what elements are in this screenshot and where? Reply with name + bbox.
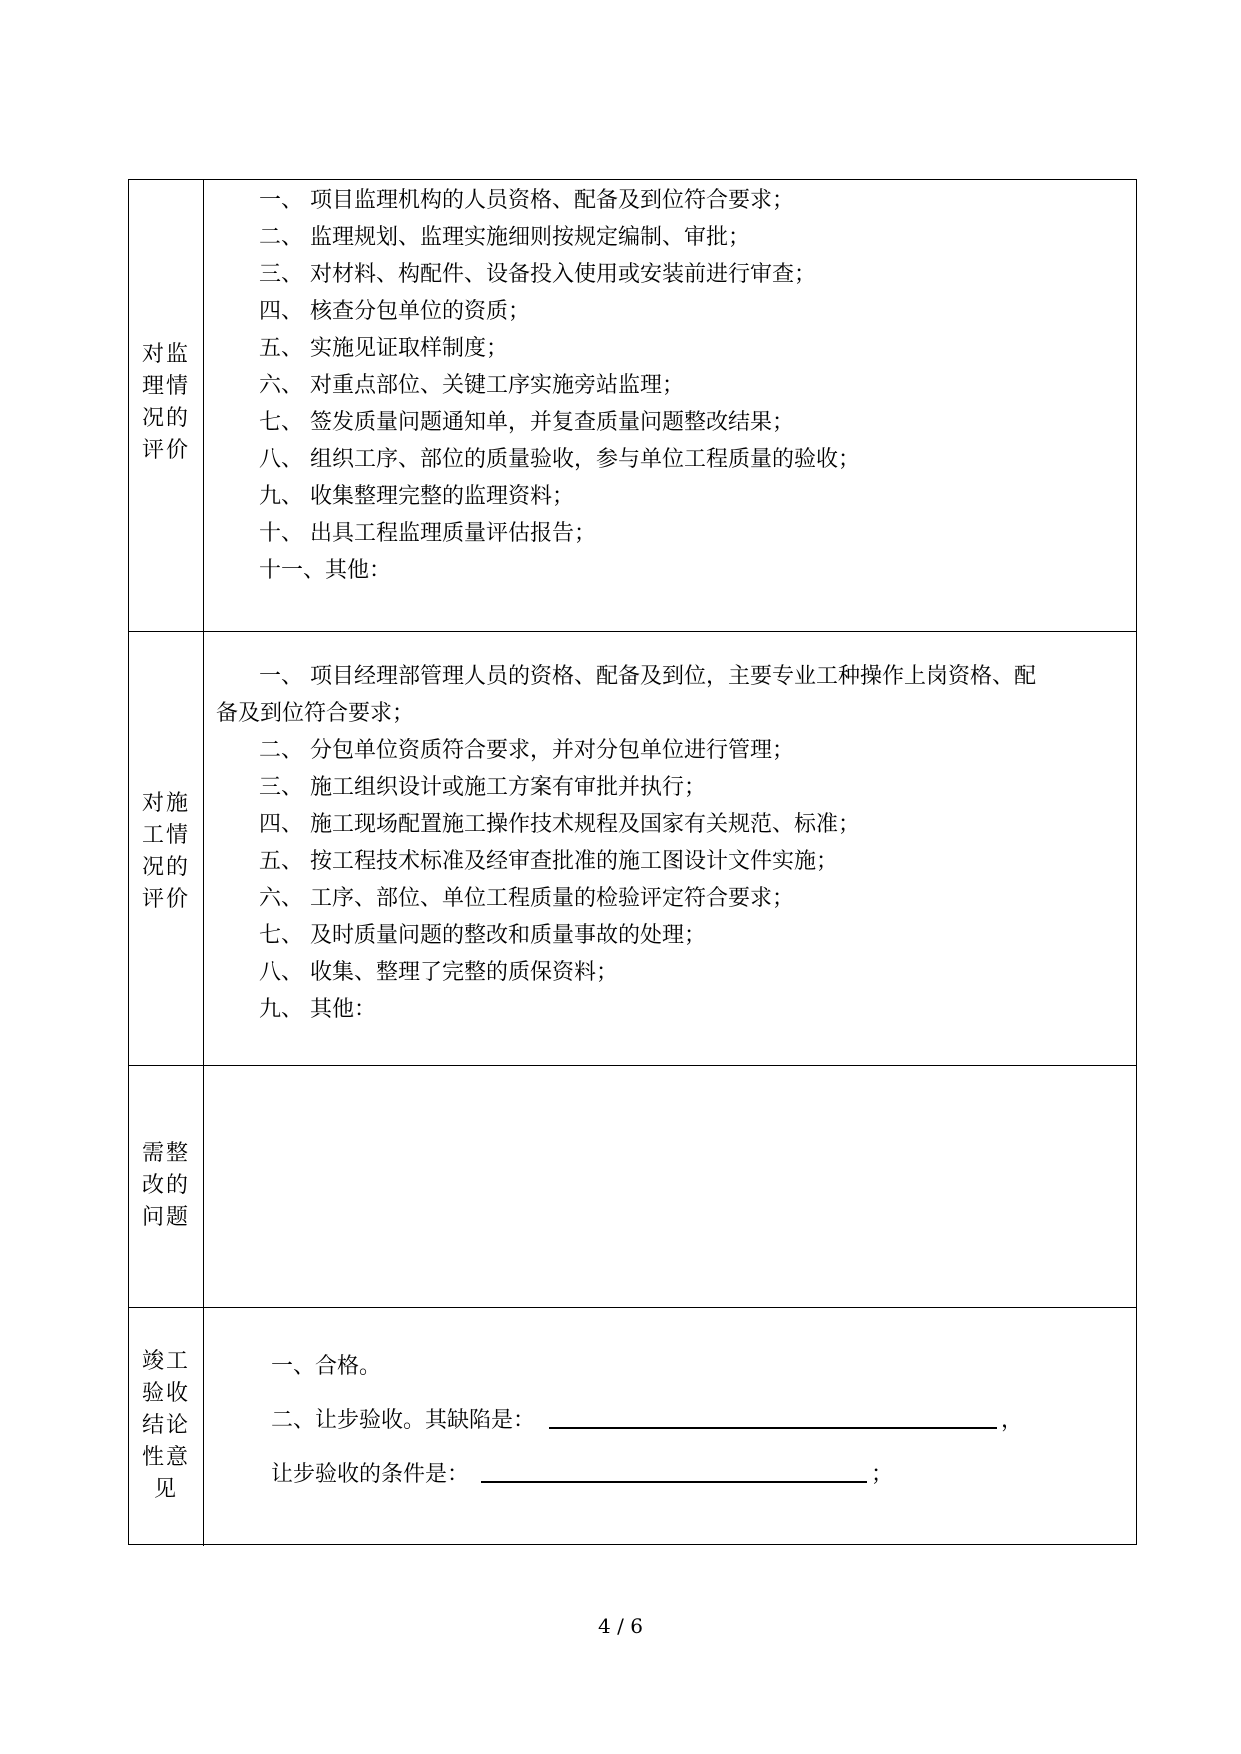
section-label: 竣工验收结论性意见 xyxy=(141,1349,190,1502)
section-conclusion xyxy=(129,1307,1136,1546)
section-label-cell xyxy=(129,180,204,631)
section-label: 需整改的问题 xyxy=(141,1141,190,1230)
section-label: 对施工情况的评价 xyxy=(141,791,190,912)
condition-punctuation: ； xyxy=(871,1462,894,1487)
list-item: 九、 收集整理完整的监理资料； xyxy=(259,484,574,509)
section-content xyxy=(204,180,1136,631)
list-item: 一、 项目监理机构的人员资格、配备及到位符合要求； xyxy=(259,188,794,213)
list-item: 十一、其他： xyxy=(259,558,392,583)
evaluation-form xyxy=(128,179,1137,1545)
list-item: 五、 实施见证取样制度； xyxy=(259,336,508,361)
list-item: 二、 分包单位资质符合要求，并对分包单位进行管理； xyxy=(259,738,794,763)
condition-blank-field[interactable] xyxy=(481,1461,867,1483)
list-item: 一、 项目经理部管理人员的资格、配备及到位，主要专业工种操作上岗资格、配 xyxy=(259,664,1036,689)
list-item: 四、 核查分包单位的资质； xyxy=(259,299,530,324)
list-item: 六、 工序、部位、单位工程质量的检验评定符合要求； xyxy=(259,886,794,911)
list-item: 六、 对重点部位、关键工序实施旁站监理； xyxy=(259,373,684,398)
list-item: 七、 签发质量问题通知单，并复查质量问题整改结果； xyxy=(259,410,794,435)
option-concession-line xyxy=(271,1406,1023,1436)
section-label-cell xyxy=(129,1308,204,1546)
condition-line xyxy=(271,1460,893,1490)
section-label: 对监理情况的评价 xyxy=(141,342,190,463)
list-item: 七、 及时质量问题的整改和质量事故的处理； xyxy=(259,923,706,948)
option-qualified: 一、合格。 xyxy=(271,1354,382,1379)
section-label-cell xyxy=(129,1066,204,1307)
list-item: 五、 按工程技术标准及经审查批准的施工图设计文件实施； xyxy=(259,849,838,874)
section-content xyxy=(204,632,1136,1065)
list-item: 三、 对材料、构配件、设备投入使用或安装前进行审查； xyxy=(259,262,816,287)
section-label-cell xyxy=(129,632,204,1065)
section-supervision xyxy=(129,180,1136,631)
section-rectification xyxy=(129,1065,1136,1307)
option-concession-label: 二、让步验收。其缺陷是： xyxy=(271,1408,536,1433)
defect-blank-field[interactable] xyxy=(549,1407,997,1429)
list-item: 四、 施工现场配置施工操作技术规程及国家有关规范、标准； xyxy=(259,812,860,837)
list-item: 十、 出具工程监理质量评估报告； xyxy=(259,521,596,546)
list-item: 二、 监理规划、监理实施细则按规定编制、审批； xyxy=(259,225,750,250)
list-item: 八、 收集、整理了完整的质保资料； xyxy=(259,960,618,985)
condition-label: 让步验收的条件是： xyxy=(271,1462,470,1487)
section-content xyxy=(204,1308,1136,1546)
defect-punctuation: ， xyxy=(1001,1408,1024,1433)
list-item: 三、 施工组织设计或施工方案有审批并执行； xyxy=(259,775,706,800)
list-item: 备及到位符合要求； xyxy=(216,701,415,726)
list-item: 八、 组织工序、部位的质量验收，参与单位工程质量的验收； xyxy=(259,447,860,472)
section-content-empty xyxy=(204,1066,1136,1307)
list-item: 九、 其他： xyxy=(259,997,376,1022)
section-construction xyxy=(129,631,1136,1065)
page-number: 4 / 6 xyxy=(598,1614,643,1638)
